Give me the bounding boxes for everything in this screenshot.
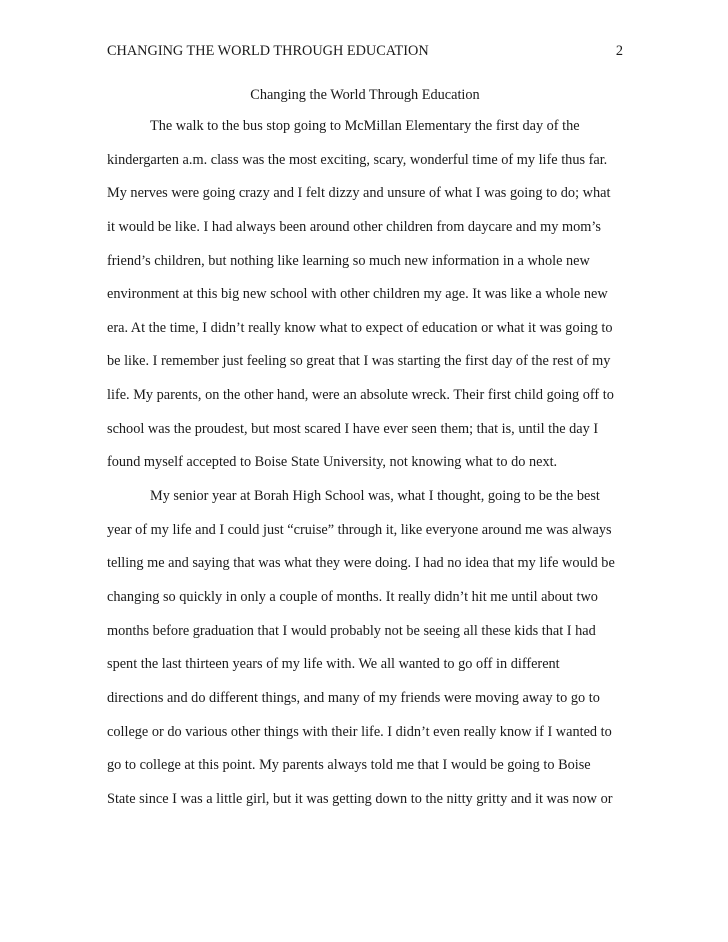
- paragraph-2-line: State since I was a little girl, but it was getting down to the nitty gritty and it was now or: [107, 790, 613, 807]
- paragraph-2-line: My senior year at Borah High School was, what I thought, going to be the best: [150, 488, 600, 505]
- paragraph-2-line: spent the last thirteen years of my life with. We all wanted to go off in different: [107, 656, 560, 673]
- paragraph-1-line: kindergarten a.m. class was the most exciting, scary, wonderful time of my life thus far.: [107, 151, 608, 168]
- paragraph-2-line: directions and do different things, and many of my friends were moving away to go to: [107, 689, 600, 706]
- running-head: [107, 41, 623, 61]
- paragraph-1-line: friend’s children, but nothing like learning so much new information in a whole new: [107, 252, 590, 269]
- page-number: 2: [615, 43, 623, 59]
- paragraph-2-line: go to college at this point. My parents always told me that I would be going to Boise: [107, 757, 591, 774]
- paragraph-1-line: era. At the time, I didn’t really know what to expect of education or what it was going to: [107, 319, 613, 336]
- paragraph-1-line: My nerves were going crazy and I felt dizzy and unsure of what I was going to do; what: [107, 185, 611, 202]
- paragraph-2-line: year of my life and I could just “cruise” through it, like everyone around me was always: [107, 521, 612, 538]
- paragraph-1-line: it would be like. I had always been around other children from daycare and my mom’s: [107, 218, 601, 235]
- paragraph-1-line: The walk to the bus stop going to McMillan Elementary the first day of the: [150, 118, 580, 134]
- paragraph-2-line: changing so quickly in only a couple of months. It really didn’t hit me until about two: [107, 588, 598, 605]
- paragraph-1-line: school was the proudest, but most scared I have ever seen them; that is, until the day I: [107, 420, 599, 437]
- document-body: [107, 116, 623, 822]
- paragraph-1-line: life. My parents, on the other hand, were an absolute wreck. Their first child going off to: [107, 387, 614, 404]
- document-title: Changing the World Through Education: [250, 87, 480, 103]
- paragraph-2-line: college or do various other things with their life. I didn’t even really know if I wanted to: [107, 723, 612, 740]
- paragraph-2-line: telling me and saying that was what they were doing. I had no idea that my life would be: [107, 555, 615, 572]
- running-head-title: CHANGING THE WORLD THROUGH EDUCATION: [107, 43, 429, 59]
- paragraph-1-line: found myself accepted to Boise State University, not knowing what to do next.: [107, 454, 558, 471]
- paragraph-1-line: environment at this big new school with other children my age. It was like a whole new: [107, 286, 608, 303]
- paragraph-2-line: months before graduation that I would probably not be seeing all these kids that I had: [107, 622, 596, 639]
- paragraph-1-line: be like. I remember just feeling so great that I was starting the first day of the rest of my: [107, 353, 611, 370]
